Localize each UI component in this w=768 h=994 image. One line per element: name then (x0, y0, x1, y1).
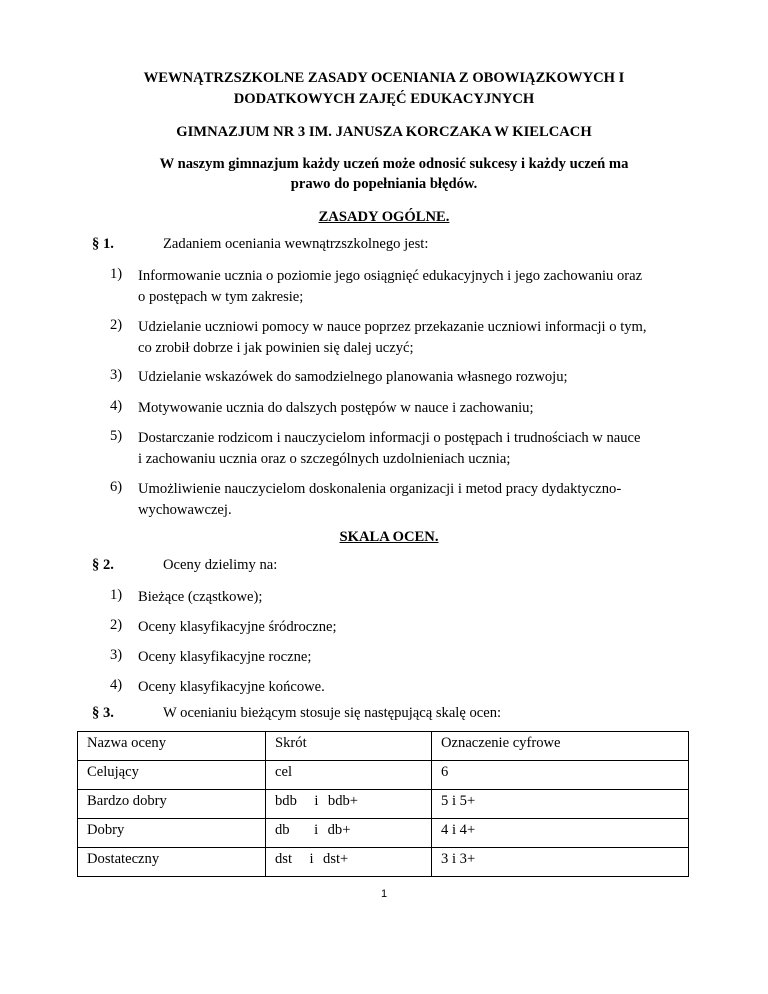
paragraph-intro-1: Zadaniem oceniania wewnątrzszkolnego jest: (163, 236, 429, 252)
grade-name: Dostateczny (78, 848, 266, 877)
paragraph-number-1: § 1. (92, 236, 114, 252)
table-header-cell: Oznaczenie cyfrowe (432, 732, 689, 761)
grade-scale-table (77, 731, 689, 877)
section-heading-scale: SKALA OCEN. (339, 529, 439, 545)
table-row (78, 819, 689, 848)
table-header-row (78, 732, 689, 761)
table-row (78, 761, 689, 790)
grade-name: Bardzo dobry (78, 790, 266, 819)
section-heading-general: ZASADY OGÓLNE. (318, 209, 450, 225)
title-line-2: DODATKOWYCH ZAJĘĆ EDUKACYJNYCH (233, 91, 535, 107)
school-name: GIMNAZJUM NR 3 IM. JANUSZA KORCZAKA W KIELCACH (176, 124, 592, 140)
grade-digit: 5 i 5+ (432, 790, 689, 819)
grade-abbreviation: bdb i bdb+ (266, 790, 432, 819)
table-row (78, 790, 689, 819)
table-header-cell: Nazwa oceny (78, 732, 266, 761)
grade-abbreviation: dst i dst+ (266, 848, 432, 877)
grade-digit: 3 i 3+ (432, 848, 689, 877)
paragraph-intro-3: W ocenianiu bieżącym stosuje się następującą skalę ocen: (163, 705, 502, 721)
paragraph-number-3: § 3. (92, 705, 114, 721)
paragraph-number-2: § 2. (92, 557, 114, 573)
grade-name: Celujący (78, 761, 266, 790)
motto-line-1: W naszym gimnazjum każdy uczeń może odnosić sukcesy i każdy uczeń ma (159, 156, 629, 172)
grade-digit: 6 (432, 761, 689, 790)
grade-digit: 4 i 4+ (432, 819, 689, 848)
paragraph-intro-2: Oceny dzielimy na: (163, 557, 278, 573)
grade-abbreviation: db i db+ (266, 819, 432, 848)
table-row (78, 848, 689, 877)
page-number: 1 (380, 888, 388, 900)
table-header-cell: Skrót (266, 732, 432, 761)
title-line-1: WEWNĄTRZSZKOLNE ZASADY OCENIANIA Z OBOWIĄZKOWYCH I (143, 70, 625, 86)
grade-name: Dobry (78, 819, 266, 848)
motto-line-2: prawo do popełniania błędów. (290, 176, 478, 192)
grade-abbreviation: cel (266, 761, 432, 790)
